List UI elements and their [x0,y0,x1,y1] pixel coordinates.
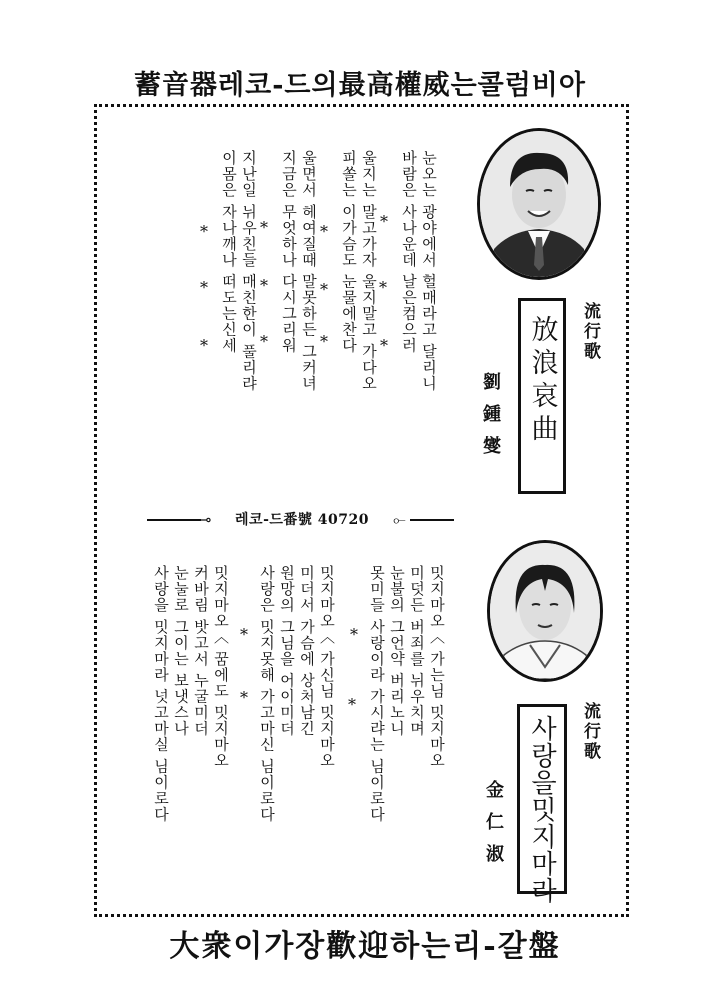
song2-lyric-line: 못미들 사랑이라 가시랴는 님이로다 [368,565,386,823]
song2-title: 사랑을밋지마라 [526,715,557,904]
song2-lyric-line: 눈눌로 그이는 보냇스나 [172,565,190,737]
asterisk-mark: * [320,222,328,241]
song1-genre: 流行歌 [580,302,600,362]
song2-lyric-line: 미더서 가슴에 상처남긴 [298,565,316,737]
asterisk-mark: * [348,695,356,714]
song2-lyric-line: 원망의 그님을 어이미더 [278,565,296,737]
song2-lyric-line: 눈불의 그언약 버리노니 [388,565,406,737]
asterisk-mark: * [320,332,328,351]
footer-title: 大衆이가장歡迎하는리-갈盤 [169,929,561,964]
song1-lyric-line: 눈오는 광야에서 헐매라고 달리니 [420,150,438,392]
asterisk-mark: * [200,336,208,355]
asterisk-mark: * [240,688,248,707]
header-title: 蓄音器레코-드의最高權威는콜럼비아 [134,69,586,101]
asterisk-mark: * [320,280,328,299]
song2-lyric-line: 밋지마오〈 가는님 밋지마오 [428,565,446,769]
record-number-label: 레코-드番號 40720 [235,512,369,528]
song2-singer: 金仁淑 [483,780,504,876]
song2-lyric-line: 밋지마오〈 가신님 밋지마오 [318,565,336,769]
asterisk-mark: * [260,276,268,295]
asterisk-mark: * [200,222,208,241]
asterisk-mark: * [380,336,388,355]
song1-title-box [518,298,566,494]
asterisk-mark: * [380,212,388,231]
divider-line-right [410,519,454,521]
song1-singer: 劉鍾燮 [480,372,501,468]
asterisk-mark: * [379,278,387,297]
song1-lyric-line: 지금은 무엇하나 다시그리워 [280,150,298,354]
song1-title: 放浪哀曲 [526,315,558,447]
asterisk-mark: * [350,625,358,644]
song2-lyric-line: 사랑은 밋지못해 가고마신 님이로다 [258,565,276,823]
song2-title-box [517,704,567,904]
song1-lyric-line: 울면서 헤여질때 말못하든 그커녀 [300,150,318,392]
asterisk-mark: * [200,278,208,297]
asterisk-mark: * [240,625,248,644]
asterisk-mark: * [260,218,268,237]
song2-genre: 流行歌 [580,702,600,762]
song2-lyric-line: 밋지마오〈 꿈에도 밋지마오 [212,565,230,769]
song1-lyric-line: 이몸은 자나깨나 떠도는신세 [220,150,238,354]
song2-lyric-line: 사랑을 밋지마라 넛고마실 님이로다 [152,565,170,823]
song1-lyric-line: 지난일 뉘우친들 매친한이 풀리랴 [240,150,258,392]
divider-ornament-right: ⟜ [393,510,406,529]
singer-portrait-male [477,128,601,280]
song2-lyric-line: 커바림 밧고서 누굴미더 [192,565,210,737]
divider-line-left [147,519,201,521]
song2-lyric-line: 미덧든 버죄를 뉘우치며 [408,565,426,737]
song1-lyric-line: 울지는 말고가자 울지말고 가다오 [360,150,378,392]
asterisk-mark: * [260,332,268,351]
song1-lyric-line: 피쏠는 이가슴도 눈물에찬다 [340,150,358,354]
singer-portrait-female [487,540,603,682]
song1-lyric-line: 바람은 사나운데 날은컴으러 [400,150,418,354]
divider-ornament-left: ⊸ [198,510,212,529]
